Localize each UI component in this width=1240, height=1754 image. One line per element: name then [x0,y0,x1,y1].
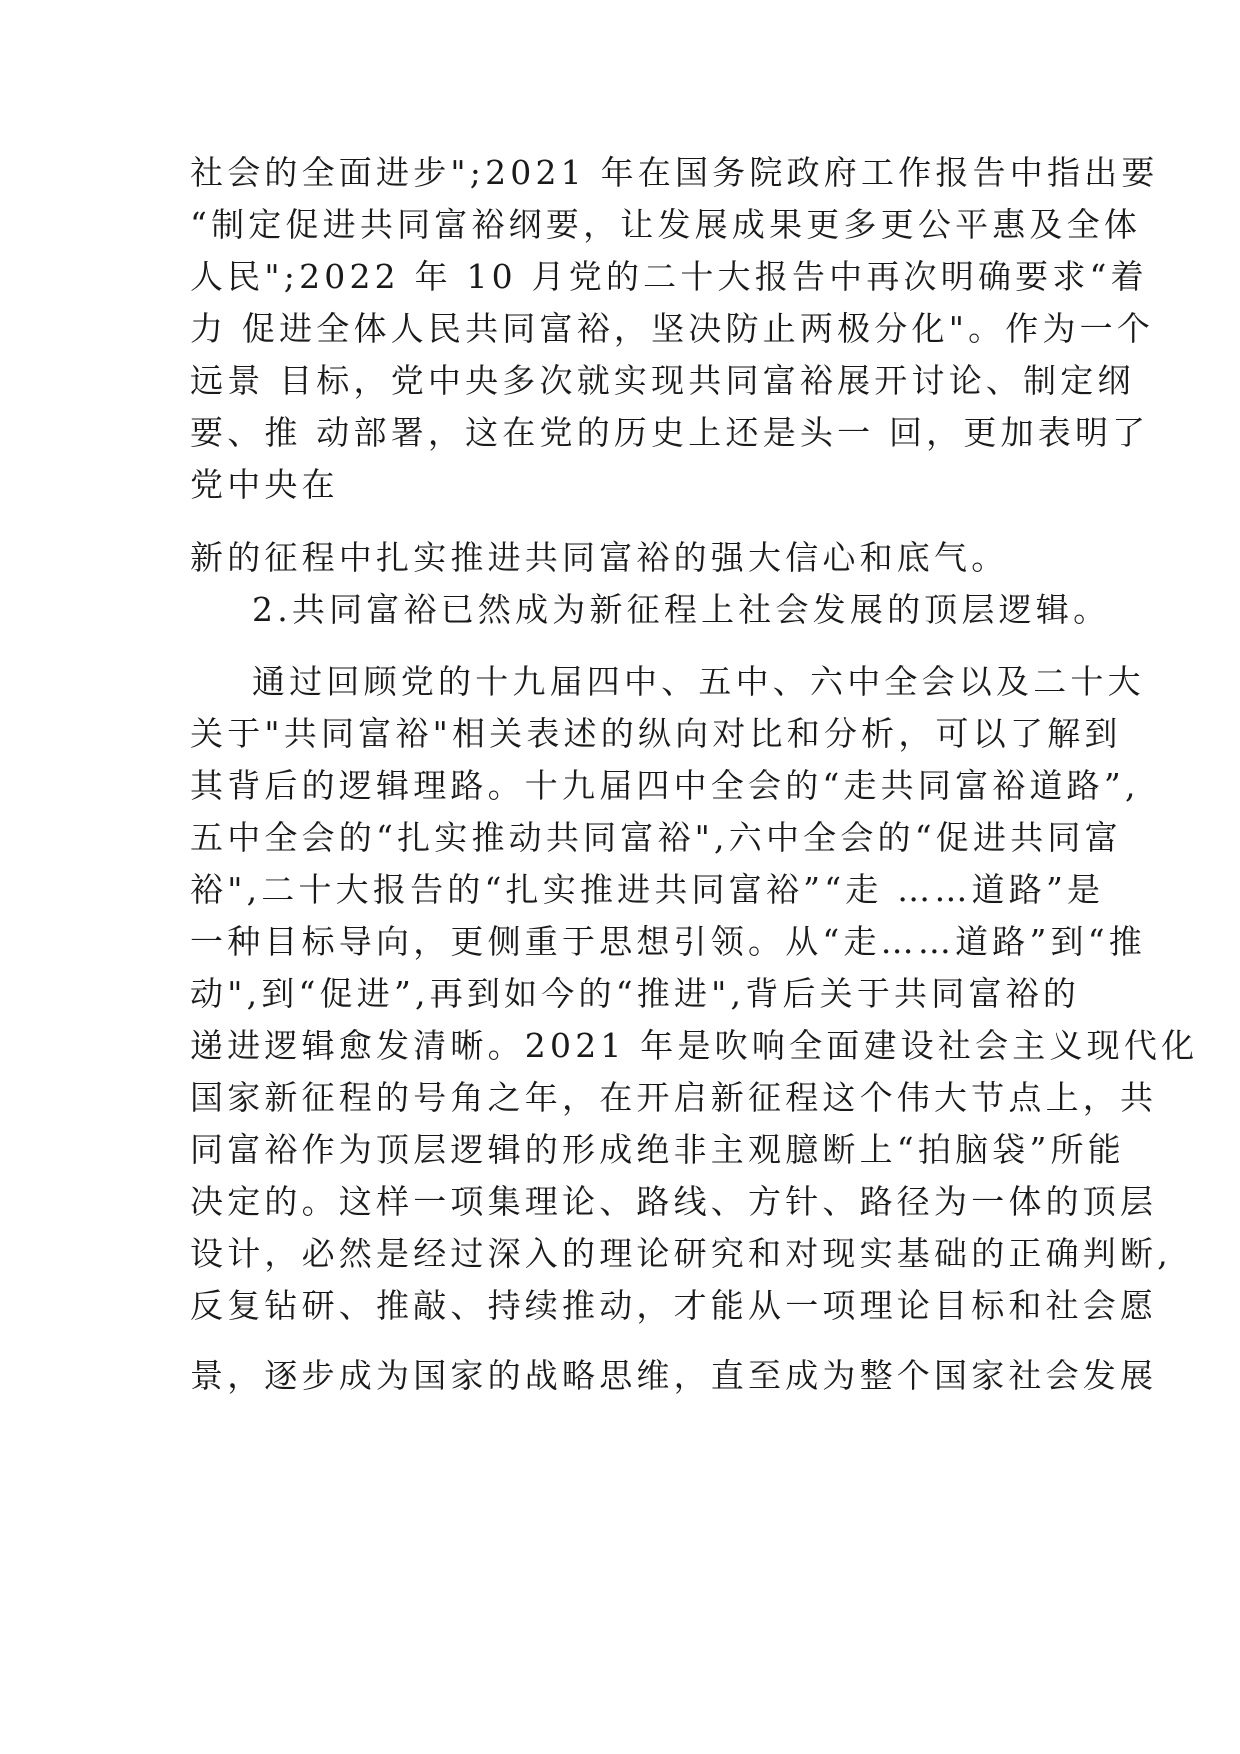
text-line: 远景 目标，党中央多次就实现共同富裕展开讨论、制定纲 [190,361,1135,400]
text-line: 景，逐步成为国家的战略思维，直至成为整个国家社会发展 [190,1356,1158,1395]
text-line: 动",到“促进”,再到如今的“推进",背后关于共同富裕的 [190,974,1081,1013]
text-line: 同富裕作为顶层逻辑的形成绝非主观臆断上“拍脑袋”所能 [190,1130,1125,1169]
text-line: 五中全会的“扎实推动共同富裕",六中全会的“促进共同富 [190,818,1122,857]
text-line: 关于"共同富裕"相关表述的纵向对比和分析，可以了解到 [190,714,1122,753]
text-line: 党中央在 [190,465,339,504]
text-line: 设计，必然是经过深入的理论研究和对现实基础的正确判断, [190,1234,1172,1273]
text-line: 反复钻研、推敲、持续推动，才能从一项理论目标和社会愿 [190,1286,1158,1325]
text-line: 国家新征程的号角之年，在开启新征程这个伟大节点上，共 [190,1078,1158,1117]
text-line: 要、推 动部署，这在党的历史上还是头一 回，更加表明了 [190,413,1150,452]
text-line: 递进逻辑愈发清晰。2021 年是吹响全面建设社会主义现代化 [190,1026,1199,1065]
text-line: “制定促进共同富裕纲要，让发展成果更多更公平惠及全体 [190,205,1142,244]
text-line: 力 促进全体人民共同富裕，坚决防止两极分化"。作为一个 [190,309,1155,348]
section-heading: 2.共同富裕已然成为新征程上社会发展的顶层逻辑。 [252,590,1111,629]
text-line: 新的征程中扎实推进共同富裕的强大信心和底气。 [190,538,1009,577]
text-line: 其背后的逻辑理路。十九届四中全会的“走共同富裕道路”, [190,766,1140,805]
text-line: 社会的全面进步";2021 年在国务院政府工作报告中指出要 [190,153,1159,192]
text-line: 裕",二十大报告的“扎实推进共同富裕”“走 ……道路”是 [190,870,1105,909]
text-line: 人民";2022 年 10 月党的二十大报告中再次明确要求“着 [190,257,1148,296]
text-line: 决定的。这样一项集理论、路线、方针、路径为一体的顶层 [190,1182,1158,1221]
text-line: 一种目标导向，更侧重于思想引领。从“走……道路”到“推 [190,922,1147,961]
paragraph-first-line: 通过回顾党的十九届四中、五中、六中全会以及二十大 [252,662,1145,701]
